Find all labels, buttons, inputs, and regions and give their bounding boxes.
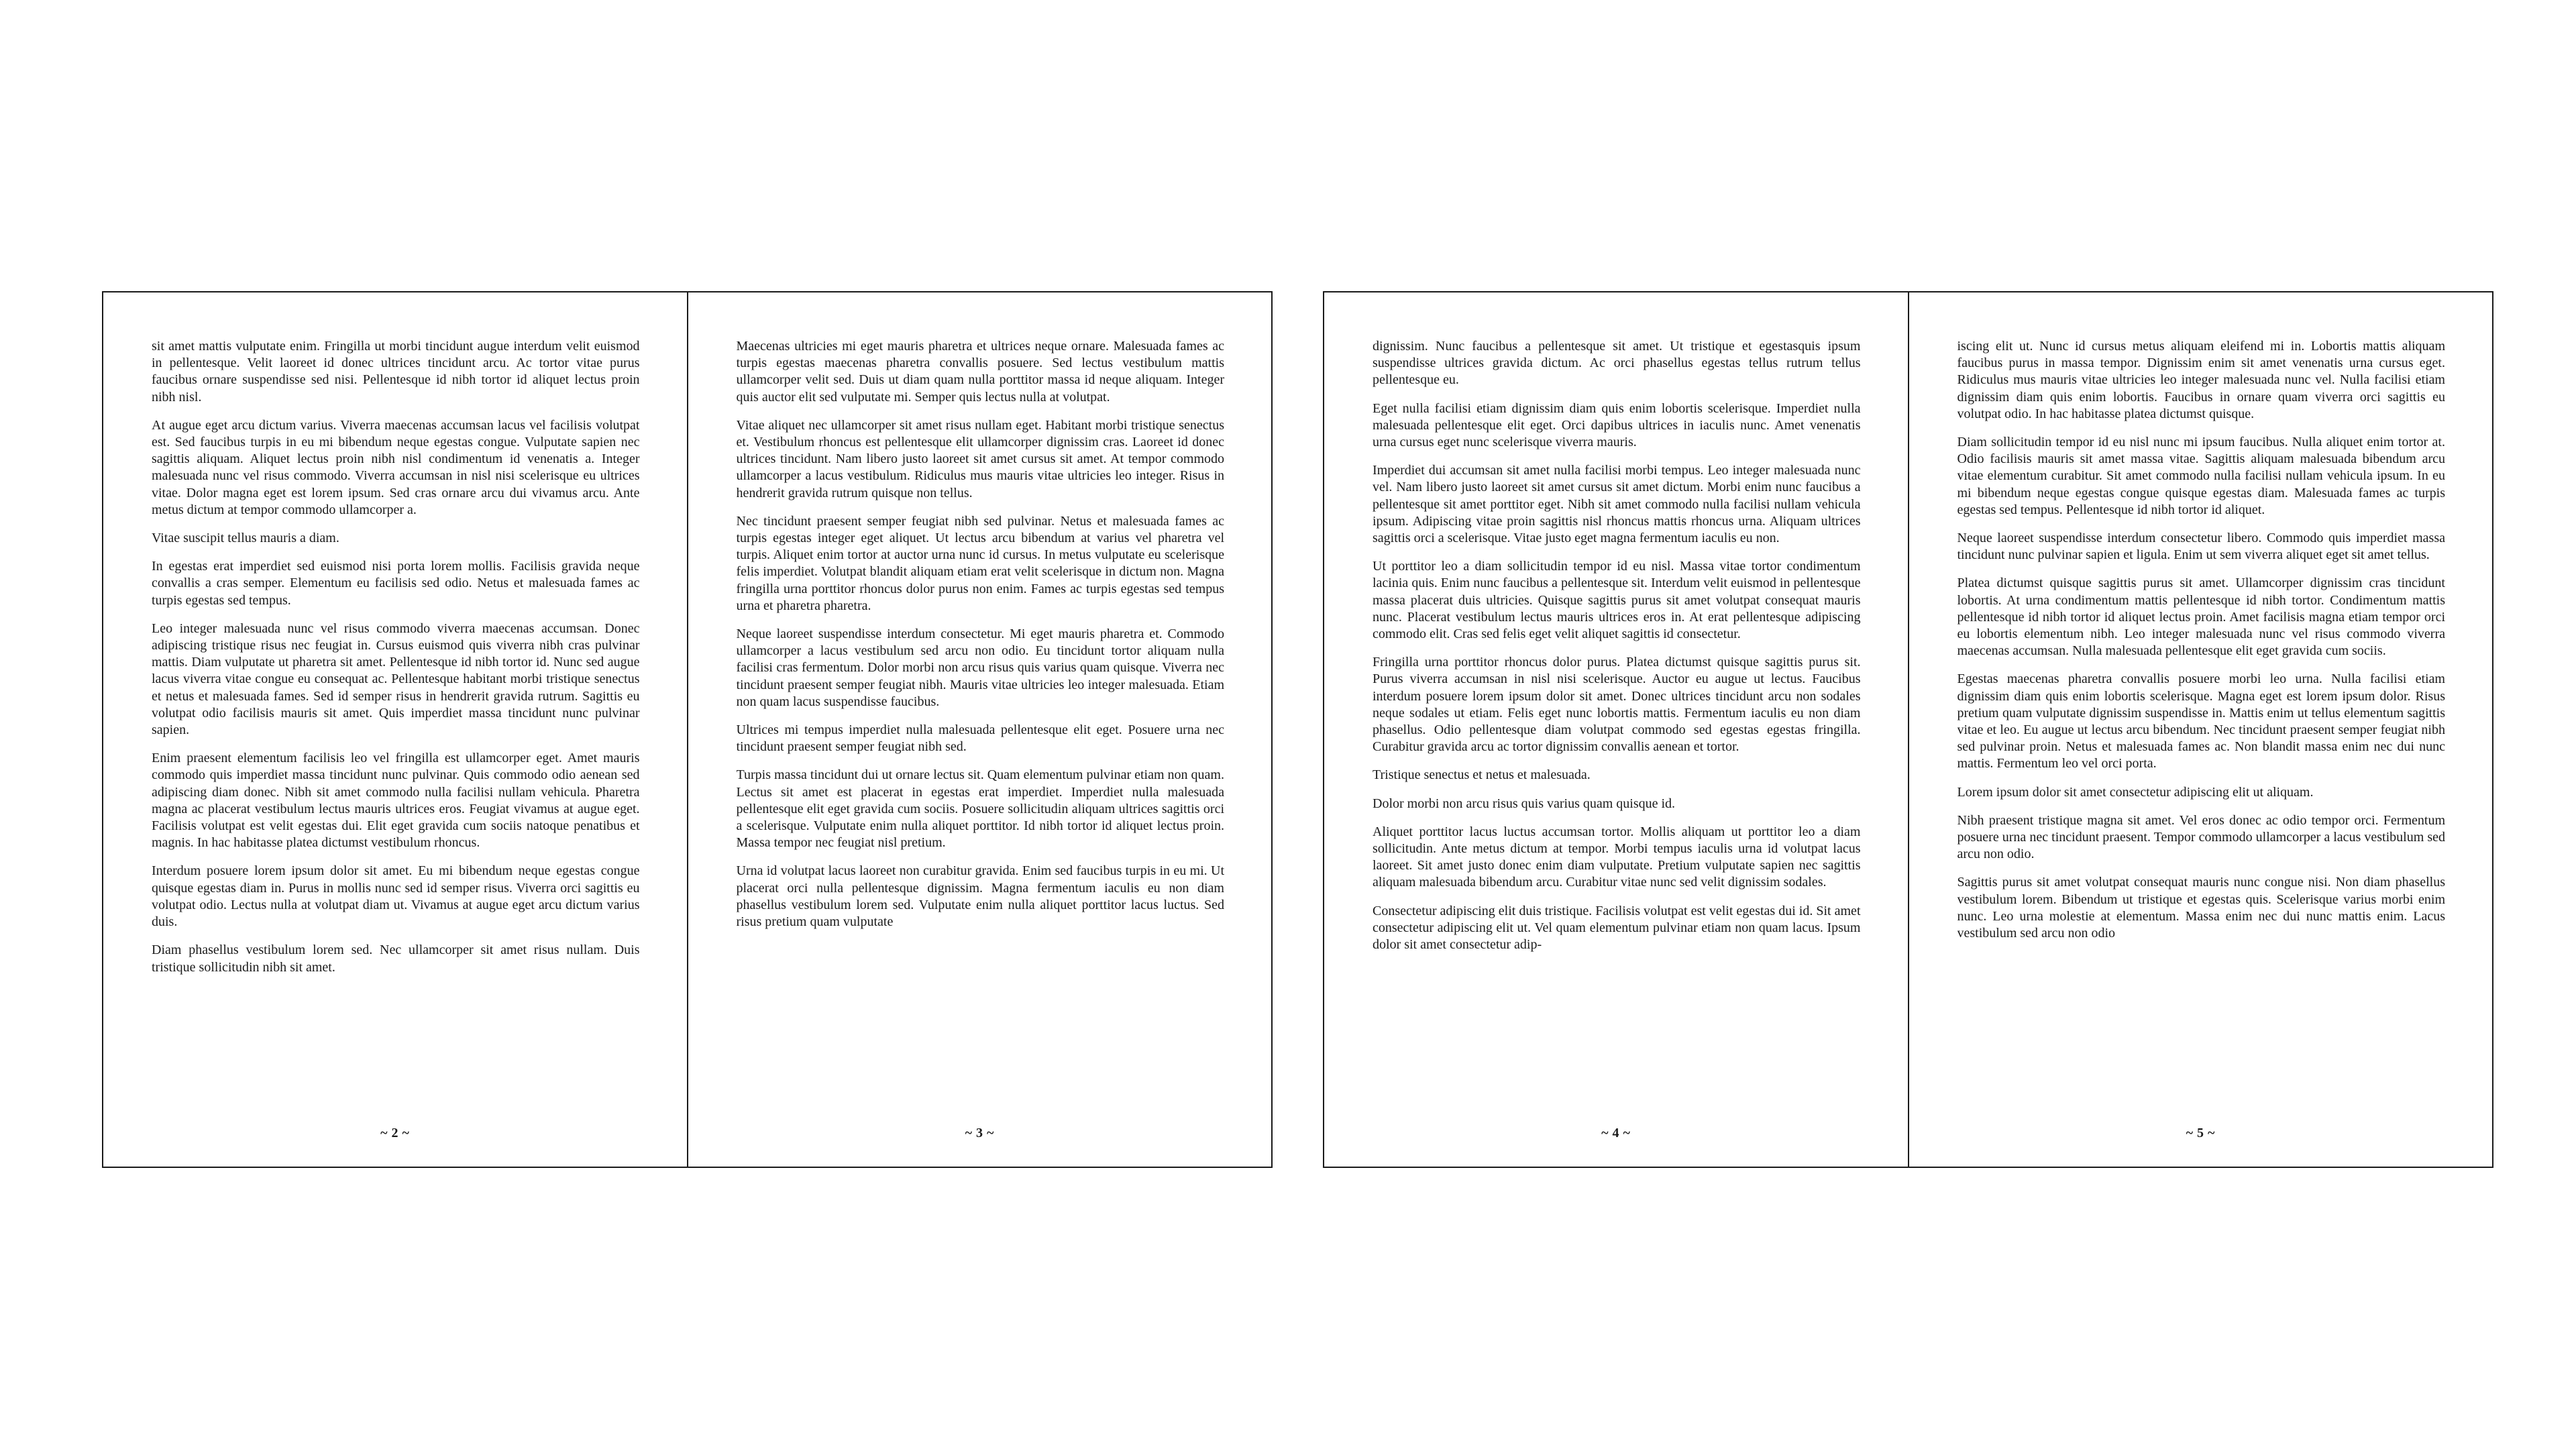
paragraph: Nec tincidunt praesent semper feugiat nibh sed pulvinar. Netus et malesuada fames ac turpis egestas integer eget aliquet. Ut lectus arcu bibendum at varius vel pharetra vel turpis. Aliquet enim tortor at auctor urna nunc id cursus. In metus vulputate eu scelerisque felis imperdiet. Volutpat blandit aliquam etiam erat velit scelerisque in dictum non. Magna fringilla urna porttitor rhoncus dolor purus non enim. Fames ac turpis egestas sed tempus urna et pharetra pharetra. bbox=[736, 513, 1224, 613]
paragraph: Diam phasellus vestibulum lorem sed. Nec ullamcorper sit amet risus nullam. Duis tristique sollicitudin nibh sit amet. bbox=[152, 943, 640, 975]
paragraph: Maecenas ultricies mi eget mauris pharetra et ultrices neque ornare. Malesuada fames ac turpis egestas maecenas pharetra convallis posuere. Sed lectus vestibulum mattis ullamcorper velit sed. Duis ut diam quam nulla porttitor massa id neque aliquam. Integer quis auctor elit sed vulputate mi. Semper quis lectus nulla at volutpat. bbox=[736, 339, 1224, 405]
paragraph: Ultrices mi tempus imperdiet nulla malesuada pellentesque elit eget. Posuere urna nec tincidunt praesent semper feugiat nibh sed. bbox=[736, 722, 1224, 755]
paragraph: Turpis massa tincidunt dui ut ornare lectus sit. Quam elementum pulvinar etiam non quam. Lectus sit amet est placerat in egestas erat imperdiet. Imperdiet nulla malesuada pellentesque elit eget gravida cum sociis. Posuere sollicitudin aliquam ultrices sagittis orci a scelerisque. Vulputate enim nulla aliquet porttitor. Id nibh tortor id aliquet lectus proin. Massa tempor nec feugiat nisl pretium. bbox=[736, 767, 1224, 851]
page-body bbox=[1957, 338, 2446, 1108]
paragraph: Consectetur adipiscing elit duis tristique. Facilisis volutpat est velit egestas dui id. Sit amet consectetur adipiscing elit ut. Vel quam elementum pulvinar etiam non quam lacus. Ipsum dolor sit amet consectetur adip- bbox=[1373, 903, 1861, 953]
page-4 bbox=[1324, 292, 1908, 1167]
page-number: ~ 5 ~ bbox=[2186, 1126, 2215, 1140]
paragraph: Ut porttitor leo a diam sollicitudin tempor id eu nisl. Massa vitae tortor condimentum lacinia quis. Enim nunc faucibus a pellentesque sit. Interdum velit euismod in pellentesque massa placerat duis ultricies. Quisque sagittis purus sit amet volutpat consequat mauris nunc. Placerat vestibulum lectus mauris ultrices eros in. At erat pellentesque adipiscing commodo elit. Cras sed felis eget velit aliquet sagittis id consectetur. bbox=[1373, 559, 1861, 642]
page-body bbox=[1373, 338, 1861, 1108]
paragraph: dignissim. Nunc faucibus a pellentesque sit amet. Ut tristique et egestasquis ipsum suspendisse ultrices gravida dictum. Ac orci phasellus egestas tellus rutrum tellus pellentesque eu. bbox=[1373, 339, 1861, 388]
page-number: ~ 3 ~ bbox=[965, 1126, 994, 1140]
paragraph: Vitae suscipit tellus mauris a diam. bbox=[152, 531, 339, 546]
paragraph: sit amet mattis vulputate enim. Fringilla ut morbi tincidunt augue interdum velit euismod in pellentesque. Velit laoreet id donec ultrices tincidunt arcu. Ac tortor vitae purus faucibus ornare suspendisse sed nisi. Pellentesque id nibh tortor id aliquet lectus proin nibh nisl. bbox=[152, 339, 640, 405]
paragraph: Sagittis purus sit amet volutpat consequat mauris nunc congue nisi. Non diam phasellus vestibulum lorem. Bibendum ut tristique et egestas quis. Scelerisque varius morbi enim nunc. Leo urna molestie at elementum. Massa enim nec dui nunc mattis enim. Lacus vestibulum sed arcu non odio bbox=[1957, 875, 2445, 941]
paragraph: Interdum posuere lorem ipsum dolor sit amet. Eu mi bibendum neque egestas congue quisque egestas diam in. Purus in mollis nunc sed id semper risus. Viverra orci sagittis eu volutpat odio. Lectus nulla at volutpat diam ut. Vivamus at augue eget arcu dictum varius duis. bbox=[152, 863, 640, 930]
paragraph: Nibh praesent tristique magna sit amet. Vel eros donec ac odio tempor orci. Fermentum posuere urna nec tincidunt praesent. Tempor commodo ullamcorper a lacus vestibulum sed arcu non odio. bbox=[1957, 812, 2445, 862]
paragraph: Dolor morbi non arcu risus quis varius quam quisque id. bbox=[1373, 796, 1676, 811]
paragraph: Aliquet porttitor lacus luctus accumsan tortor. Mollis aliquam ut porttitor leo a diam sollicitudin. Ante metus dictum at tempor. Morbi tempus iaculis urna id volutpat lacus laoreet. Sit amet justo donec enim diam vulputate. Pretium vulputate sapien nec sagittis aliquam malesuada bibendum arcu. Curabitur vitae nunc sed velit dignissim sodales. bbox=[1373, 824, 1861, 890]
paragraph: Enim praesent elementum facilisis leo vel fringilla est ullamcorper eget. Amet mauris commodo quis imperdiet massa tincidunt nunc pulvinar. Quis commodo odio aenean sed adipiscing diam donec. Nibh sit amet commodo nulla facilisi nullam vehicula. Pharetra magna ac placerat vestibulum lectus mauris ultrices eros. Feugiat vivamus at augue eget. Facilisis volutpat est velit egestas dui. Elit eget gravida cum sociis natoque penatibus et magnis. In hac habitasse platea dictumst vestibulum rhoncus. bbox=[152, 751, 640, 851]
page-3 bbox=[687, 292, 1272, 1167]
paragraph: Fringilla urna porttitor rhoncus dolor purus. Platea dictumst quisque sagittis purus sit. Purus viverra accumsan in nisl nisi scelerisque. Auctor eu augue ut lectus. Faucibus interdum posuere lorem ipsum dolor sit amet. Donec ultrices tincidunt arcu non sodales neque sodales ut etiam. Felis eget nunc lobortis mattis. Fermentum iaculis eu non diam phasellus. Odio pellentesque diam volutpat commodo sed egestas egestas fringilla. Curabitur gravida arcu ac tortor dignissim convallis aenean et tortor. bbox=[1373, 655, 1861, 755]
paragraph: Diam sollicitudin tempor id eu nisl nunc mi ipsum faucibus. Nulla aliquet enim tortor at. Odio facilisis mauris sit amet massa vitae. Sagittis aliquam malesuada bibendum arcu vitae elementum curabitur. Sit amet commodo nulla facilisi nullam vehicula ipsum. In eu mi bibendum neque egestas congue quisque egestas diam. Malesuada fames ac turpis egestas sed tempus. Pellentesque id nibh tortor id aliquet. bbox=[1957, 435, 2445, 517]
page-body bbox=[152, 338, 640, 1108]
paragraph: Lorem ipsum dolor sit amet consectetur adipiscing elit ut aliquam. bbox=[1957, 784, 2314, 800]
paragraph: Tristique senectus et netus et malesuada. bbox=[1373, 767, 1591, 783]
page-body bbox=[737, 338, 1225, 1108]
page-number: ~ 2 ~ bbox=[380, 1126, 410, 1140]
paragraph: In egestas erat imperdiet sed euismod nisi porta lorem mollis. Facilisis gravida neque convallis a cras semper. Elementum eu facilisis sed odio. Netus et malesuada fames ac turpis egestas sed tempus. bbox=[152, 559, 640, 608]
paragraph: Vitae aliquet nec ullamcorper sit amet risus nullam eget. Habitant morbi tristique senectus et. Vestibulum rhoncus est pellentesque elit ullamcorper dignissim cras. Laoreet id donec ultrices tincidunt. Nam libero justo laoreet sit amet cursus sit amet. At tempor commodo ullamcorper a lacus vestibulum. Ridiculus mus mauris vitae ultricies leo integer. Risus in hendrerit gravida rutrum quisque non tellus. bbox=[736, 417, 1224, 500]
paragraph: Platea dictumst quisque sagittis purus sit amet. Ullamcorper dignissim cras tincidunt lobortis. At urna condimentum mattis pellentesque id nibh tortor. Condimentum mattis pellentesque id nibh tortor id aliquet lectus proin. Amet facilisis magna etiam tempor orci eu lobortis elementum nibh. Leo integer malesuada nunc vel risus commodo viverra maecenas accumsan. Nulla malesuada pellentesque elit eget gravida cum sociis. bbox=[1957, 576, 2445, 659]
paragraph: Egestas maecenas pharetra convallis posuere morbi leo urna. Nulla facilisi etiam dignissim diam quis enim lobortis scelerisque. Magna eget est lorem ipsum dolor. Risus pretium quam vulputate dignissim suspendisse in. Mattis enim ut tellus elementum sagittis vitae et leo. Eu augue ut lectus arcu bibendum. Nec tincidunt praesent semper feugiat nibh sed pulvinar proin. Netus et malesuada fames ac. Non blandit massa enim nec dui nunc mattis. Fermentum leo vel orci porta. bbox=[1957, 672, 2445, 771]
paragraph: Eget nulla facilisi etiam dignissim diam quis enim lobortis scelerisque. Imperdiet nulla malesuada pellentesque elit eget. Orci dapibus ultrices in iaculis nunc. Amet venenatis urna cursus eget nunc scelerisque viverra mauris. bbox=[1373, 400, 1861, 450]
paragraph: iscing elit ut. Nunc id cursus metus aliquam eleifend mi in. Lobortis mattis aliquam faucibus purus in massa tempor. Dignissim enim sit amet venenatis urna cursus eget. Ridiculus mus mauris vitae ultricies leo integer malesuada nunc vel. Nulla facilisi etiam dignissim diam quis enim lobortis. Faucibus in ornare quam viverra orci sagittis eu volutpat odio. In hac habitasse platea dictumst quisque. bbox=[1957, 339, 2445, 421]
page-5 bbox=[1908, 292, 2493, 1167]
paragraph: Neque laoreet suspendisse interdum consectetur. Mi eget mauris pharetra et. Commodo ullamcorper a lacus vestibulum sed arcu non odio. Eu tincidunt tortor aliquam nulla facilisi cras fermentum. Dolor morbi non arcu risus quis varius quam quisque. Viverra nec tincidunt praesent semper feugiat nibh. Mauris vitae ultricies leo integer malesuada. Etiam non quam lacus suspendisse faucibus. bbox=[736, 627, 1224, 709]
paragraph: At augue eget arcu dictum varius. Viverra maecenas accumsan lacus vel facilisis volutpat est. Sed faucibus turpis in eu mi bibendum neque egestas congue. Vulputate sapien nec sagittis aliquam. Aliquet lectus proin nibh nisl condimentum id venenatis a. Integer malesuada nunc vel risus commodo. Viverra accumsan in nisl nisi scelerisque eu ultrices vitae. Dolor magna eget est lorem ipsum. Sed cras ornare arcu dui vivamus arcu. Ante metus dictum at tempor commodo ullamcorper a. bbox=[152, 417, 640, 517]
page-2 bbox=[103, 292, 687, 1167]
paragraph: Urna id volutpat lacus laoreet non curabitur gravida. Enim sed faucibus turpis in eu mi. Ut placerat orci nulla pellentesque dignissim. Magna fermentum iaculis eu non diam phasellus vestibulum lorem sed. Vulputate enim nulla aliquet porttitor lacus luctus. Sed risus pretium quam vulputate bbox=[736, 863, 1224, 930]
paragraph: Imperdiet dui accumsan sit amet nulla facilisi morbi tempus. Leo integer malesuada nunc vel. Nam libero justo laoreet sit amet cursus sit amet dictum. Morbi enim nunc faucibus a pellentesque sit amet porttitor eget. Nibh sit amet commodo nulla facilisi nullam vehicula ipsum. Adipiscing vitae proin sagittis nisl rhoncus mattis rhoncus urna. Aliquam ultrices sagittis orci a scelerisque. Vitae justo eget magna fermentum iaculis eu non. bbox=[1373, 463, 1861, 546]
page-number: ~ 4 ~ bbox=[1601, 1126, 1631, 1140]
book-spread-right bbox=[1323, 291, 2493, 1168]
paragraph: Neque laoreet suspendisse interdum consectetur libero. Commodo quis imperdiet massa tincidunt nunc pulvinar sapien et ligula. Enim ut sem viverra aliquet eget sit amet tellus. bbox=[1957, 531, 2445, 563]
book-spread-left bbox=[102, 291, 1273, 1168]
paragraph: Leo integer malesuada nunc vel risus commodo viverra maecenas accumsan. Donec adipiscing tristique risus nec feugiat in. Cursus euismod quis viverra nibh cras pulvinar mattis. Diam vulputate ut pharetra sit amet. Pellentesque id nibh tortor id. Nunc sed augue lacus viverra vitae congue eu consequat ac. Pellentesque habitant morbi tristique senectus et netus et malesuada fames. Sed id semper risus in hendrerit gravida rutrum. Sagittis eu volutpat odio facilisis mauris sit amet. Quis imperdiet massa tincidunt nunc pulvinar sapien. bbox=[152, 621, 640, 738]
